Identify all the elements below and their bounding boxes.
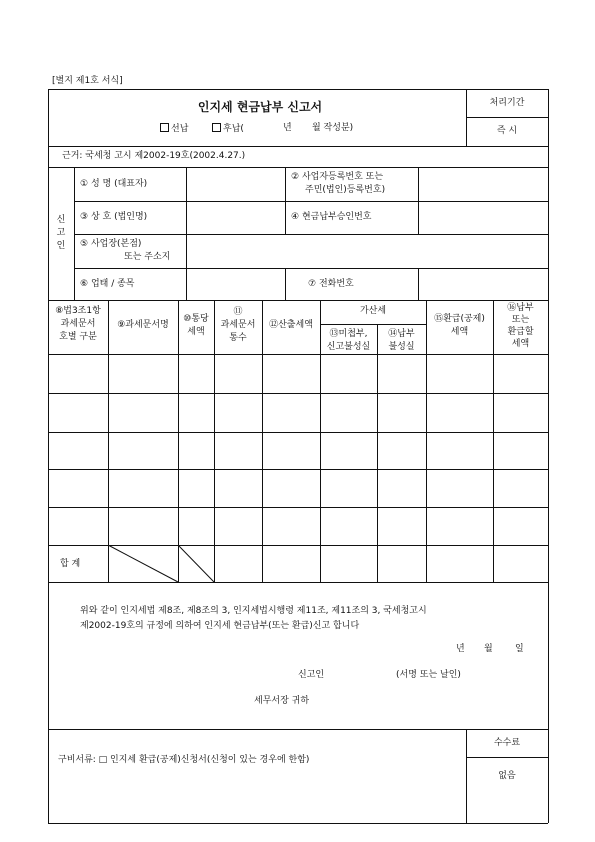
form-number: [별지 제1호 서식] — [52, 76, 123, 86]
field-approval-label: ④ 현금납부승인번호 — [291, 212, 372, 222]
reporter-label: 신 고 인 — [56, 215, 66, 251]
deferred-checkbox[interactable] — [212, 123, 221, 132]
processing-label: 처리기간 — [489, 98, 525, 108]
payment-type-row: 선납 — [160, 123, 188, 134]
frame-bottom — [48, 823, 548, 824]
reporter-bottom-line — [48, 300, 548, 301]
processing-divider — [466, 117, 548, 118]
field-address-label-2: 또는 주소지 — [124, 252, 171, 262]
table-row[interactable] — [49, 508, 548, 545]
field-regno-label: ② 사업자등록번호 또는 — [291, 172, 384, 182]
year-label: 년 — [283, 123, 292, 133]
field-name-label: ① 성 명 (대표자) — [80, 179, 148, 189]
date-day: 일 — [515, 644, 524, 654]
address-input[interactable] — [187, 235, 547, 267]
table-row[interactable] — [49, 470, 548, 507]
regno-input[interactable] — [419, 168, 547, 200]
table-bottom-line — [48, 582, 548, 583]
col-header-refund-tax: ⑮환급(공제) 세액 — [434, 314, 485, 337]
table-row[interactable] — [49, 355, 548, 393]
name-input[interactable] — [187, 168, 284, 200]
total-strike-diagonals — [108, 545, 214, 582]
date-year: 년 — [456, 644, 465, 654]
footer-top-line — [48, 729, 548, 730]
signer-label: 신고인 — [298, 670, 325, 680]
table-row[interactable] — [49, 394, 548, 432]
phone-input[interactable] — [419, 269, 547, 299]
fee-value: 없음 — [498, 771, 516, 781]
statement-line-1: 위와 같이 인지세법 제8조, 제8조의 3, 인지세법시행령 제11조, 제11조의 3, 국세청고시 — [80, 606, 427, 616]
col-header-payable-tax: ⑯납부 또는 환급할 세액 — [507, 303, 534, 349]
deferred-payment: 후납( — [212, 123, 244, 134]
col-header-penalty: 가산세 — [359, 306, 387, 316]
field-business-label: ⑥ 업태 / 종목 — [80, 279, 135, 289]
advance-checkbox[interactable] — [160, 123, 169, 132]
col-header-tax-per-document: ⑩통당 세액 — [183, 314, 209, 337]
frame-right — [548, 89, 549, 823]
col-header-category: ⑧법3조1항 과세문서 호별 구분 — [55, 306, 101, 342]
date-month: 월 — [484, 644, 493, 654]
statement-line-2: 제2002-19호의 규정에 의하여 인지세 현금납부(또는 환급)신고 합니다 — [80, 621, 360, 631]
reporter-mid-col-line-bottom — [285, 268, 286, 300]
fee-label: 수수료 — [493, 738, 521, 748]
company-input[interactable] — [187, 202, 284, 233]
month-label: 월 작성분) — [312, 123, 354, 133]
fee-line — [466, 757, 548, 758]
col-header-late-payment-penalty: ⑭납부 불성실 — [388, 329, 415, 352]
col-header-document-count: ⑪ 과세문서 통수 — [220, 307, 256, 343]
signature-note: (서명 또는 날인) — [396, 670, 461, 680]
form-title: 인지세 현금납부 신고서 — [197, 100, 323, 114]
col-header-document-name: ⑨과세문서명 — [117, 320, 169, 330]
approval-number-input[interactable] — [419, 202, 547, 233]
legal-basis: 근거: 국세청 고시 제2002-19호(2002.4.27.) — [62, 151, 246, 161]
total-label: 합 계 — [60, 559, 81, 569]
processing-value: 즉 시 — [496, 126, 518, 136]
attachments-note: 구비서류: □ 인지세 환급(공제)신청서(신청이 있는 경우에 한함) — [58, 755, 310, 765]
field-regno-label-2: 주민(법인)등록번호) — [305, 185, 386, 195]
col-header-nonattach-penalty: ⑬미첩부, 신고불성실 — [326, 329, 371, 352]
field-address-label: ⑤ 사업장(본점) — [80, 239, 142, 249]
reporter-mid-col-line — [285, 167, 286, 234]
field-company-label: ③ 상 호 (법인명) — [80, 212, 148, 222]
addressee: 세무서장 귀하 — [254, 696, 310, 706]
penalty-subheader-line — [320, 324, 426, 325]
business-input[interactable] — [187, 269, 284, 299]
header-bottom-line — [48, 146, 548, 147]
frame-top — [48, 89, 548, 90]
table-row[interactable] — [49, 433, 548, 469]
col-header-computed-tax: ⑫산출세액 — [269, 320, 313, 330]
field-phone-label: ⑦ 전화번호 — [308, 279, 354, 289]
